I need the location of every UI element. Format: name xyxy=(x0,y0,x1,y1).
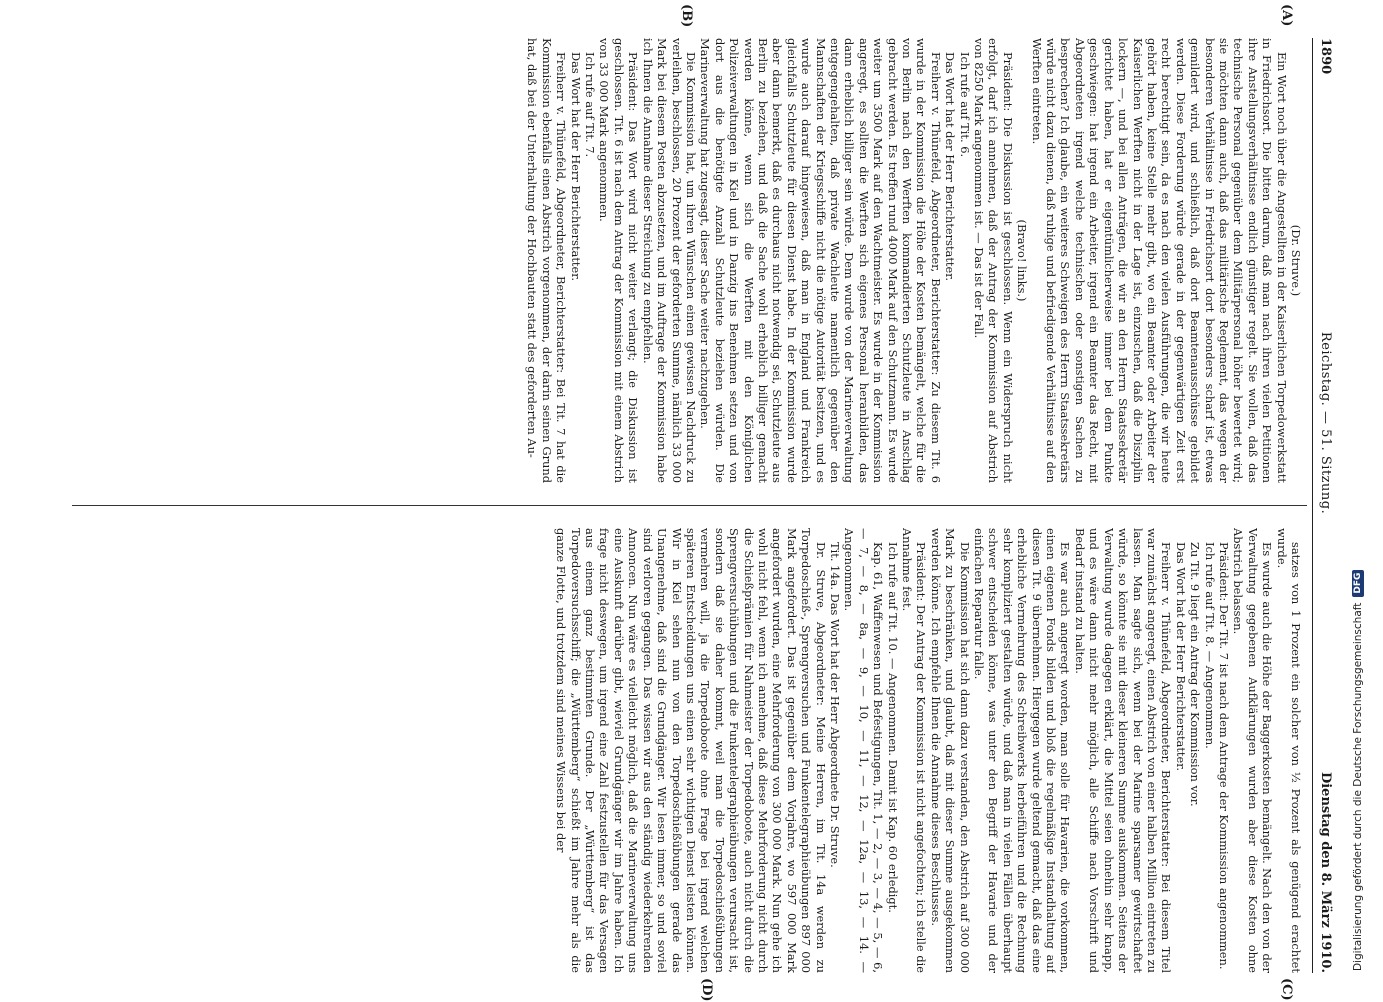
paragraph: Das Wort hat der Herr Berichterstatter. xyxy=(568,52,583,282)
paragraph: Präsident: Das Wort wird nicht weiter verlangt; die Diskussion ist geschlossen. Tit. 6 ist nach dem Antrag der Kommission mit einem Abstrich von 33 000 Mark angenommen. xyxy=(597,38,641,483)
margin-mark-b: (B) xyxy=(679,4,694,28)
credit-text: Digitalisierung gefördert durch die Deutsche Forschungsgemeinschaft xyxy=(1352,602,1364,971)
paragraph: Ich rufe auf Tit. 8. — Angenommen. xyxy=(1202,542,1217,749)
rotated-page xyxy=(63,4,1334,1002)
header-title: Reichstag. — 51. Sitzung. xyxy=(1318,331,1334,515)
paragraph: Das Wort hat der Herr Berichterstatter. xyxy=(1173,542,1188,772)
paragraph: Freiherr v. Thünefeld, Abgeordneter, Berichterstatter: Bei Tit. 7 hat die Kommission ebenfalls einen Abstrich vorgenommen, der darin seinen Grund hat, daß bei der Unterhaltung der Hochbauten statt des geforderten Au- xyxy=(525,38,569,483)
paragraph: Präsident: Die Diskussion ist geschlossen. Wenn ein Widerspruch nicht erfolgt, darf ich annehmen, daß der Antrag der Kommission auf Abstrich von 8250 Mark angenommen ist. — Das ist der Fall. xyxy=(972,38,1015,483)
page-number: 1890 xyxy=(1318,38,1334,75)
margin-mark-a: (A) xyxy=(1279,4,1294,27)
dfg-logo: DFG xyxy=(1352,570,1364,597)
left-column xyxy=(73,38,1303,483)
paragraph: Kap. 61, Waffenwesen und Befestigungen, Tit. 1, — 2, — 3, — 4, — 5, — 6, — 7, — 8, — 8a, — 9, — 10, — 11, — 12, — 12a, — 13, — 14. — Angenommen. xyxy=(842,528,886,973)
paragraph: Tit. 14a. Das Wort hat der Herr Abgeordnete Dr. Struve. xyxy=(828,542,842,868)
paragraph: Die Kommission hat sich dann dazu verstanden, den Abstrich auf 300 000 Mark zu beschränken, und glaubt, daß mit dieser Summe ausgekommen werden könne. Ich empfehle Ihnen die Annahme dieses Beschlusses. xyxy=(928,528,972,973)
paragraph: Es war auch angeregt worden, man solle für Havarien, die vorkommen, einen eigenen Fonds bilden und bloß die regelmäßige Instandhaltung auf diesen Tit. 9 übernehmen. Hiergegen wurde geltend gemacht, daß das eine erhebliche Vermehrung des Schreibwerks herbeiführen und die Rechnung sehr kompliziert gestalten würde, und daß man in vielen Fällen überhaupt schwer entscheiden könne, was unter den Begriff der Havarie und der einfachen Reparatur falle. xyxy=(972,528,1073,973)
margin-mark-d: (D) xyxy=(699,978,714,1002)
digitization-sidebar xyxy=(1338,10,1378,990)
column-separator xyxy=(72,505,1307,506)
paragraph: Freiherr v. Thünefeld, Abgeordneter, Berichterstatter: Bei diesem Titel war zunächst angeregt, einen Abstrich von einer halben Million eintreten zu lassen. Man sagte sich, wenn bei der Marine sparsamer gewirtschaftet würde, so könnte sie mit dieser kleineren Summe auskommen. Seitens der Verwaltung wurde dagegen erklärt, die Mittel seien ohnehin sehr knapp, und es wäre dann nicht mehr möglich, alle Schiffe nach Vorschrift und Bedarf instand zu halten. xyxy=(1072,528,1174,973)
right-column xyxy=(73,528,1303,973)
paragraph: Es wurde auch die Höhe der Baggerkosten bemängelt. Nach den von der Verwaltung gegebenen Aufklärungen wurden aber diese Kosten ohne Abstrich belassen. xyxy=(1231,528,1275,973)
paragraph: (Bravo! links.) xyxy=(1015,219,1030,302)
paragraph: satzes von 1 Prozent ein solcher von ½ Prozent als genügend erachtet wurde. xyxy=(1274,528,1303,973)
margin-mark-c: (C) xyxy=(1279,978,1294,1001)
paragraph: Ich rufe auf Tit. 10. — Angenommen. Damit ist Kap. 60 erledigt. xyxy=(885,542,900,913)
paragraph: Das Wort hat der Herr Berichterstatter. xyxy=(943,52,958,282)
paragraph: Präsident: Der Tit. 7 ist nach dem Antrage der Kommission angenommen. xyxy=(1216,542,1231,970)
paragraph: (Dr. Struve.) xyxy=(1289,224,1303,297)
digitization-credit xyxy=(1348,21,1368,971)
paragraph: Präsident: Der Antrag der Kommission ist nicht angefochten; ich stelle die Annahme fest. xyxy=(900,528,929,973)
paragraph: Zu Tit. 9 liegt ein Antrag der Kommission vor. xyxy=(1188,542,1203,807)
paragraph: Dr. Struve, Abgeordneter: Meine Herren, im Tit. 14a werden zu Torpedoschieß-, Sprengversuchen und Funkentelegraphieübungen 897 000 Mark angefordert. Das ist gegenüber dem Vorjahre, wo 597 000 Mark angefordert wurden, eine Mehrforderung von 300 000 Mark. Nun gehe ich wohl nicht fehl, wenn ich annehme, daß diese Mehrforderung nicht durch die Schießprämien für Nahmeister der Torpedoboote, auch nicht durch die Sprengversuchübungen und die Funkentelegraphieübungen verursacht ist, sondern daß sie daher kommt, weil man die Torpedoschießübungen vermehren will, ja die Torpedoboote ohne Frage bei irgend welchen späteren Entscheidungen uns einen sehr wichtigen Dienst leisten können. Wir in Kiel sehen nun von den Torpedoschießübungen gerade das Unangenehme, daß sind die Grundgänger. Wir lesen immer, so und soviel sind verloren gegangen. Das wissen wir aus den ständig wiederkehrenden Annoncen. Nun wäre es vielleicht möglich, daß die Marineverwaltung uns eine Auskunft darüber gibt, wieviel Grundgänger wir im Jahre haben. Ich frage nicht deswegen, um irgend eine Zahl festzustellen für das Versagen aus einem ganz bestimmten Grunde. Der „Württemberg“ ist das Torpedoversuchsschiff; die „Württemberg“ schießt im Jahre mehr als die ganze Flotte, und trotzdem sind meines Wissens bei der xyxy=(554,528,828,973)
paragraph: Die Kommission hat, um ihren Wünschen einen gewissen Nachdruck zu verleihen, beschlossen, 20 Prozent der geforderten Summe, nämlich 33 000 Mark bei diesem Posten abzusetzen, und im Auftrage der Kommission habe ich Ihnen die Annahme dieser Streichung zu empfehlen. xyxy=(640,38,698,483)
header-rule xyxy=(1312,38,1313,973)
page-header xyxy=(1317,38,1333,973)
paragraph: Ich rufe auf Tit. 6. xyxy=(957,52,972,158)
header-date: Dienstag den 8. März 1910. xyxy=(1318,771,1334,973)
paragraph: Ein Wort noch über die Angestellten in der Kaiserlichen Torpedowerkstatt in Friedrichsort. Die bitten darum, daß man nach ihren vielen Petitionen ihre Anstellungsverhältnisse endlich günstiger regelt. Sie wollen, daß das technische Personal gegenüber dem Militärpersonal höher bewertet wird; sie möchten dann auch, daß das militärische Reglement, das wegen der besonderen Verhältnisse in Friedrichsort dort besonders scharf ist, etwas gemildert wird, und schließlich, daß dort Beamtenausschüsse gebildet werden. Diese Forderung würde gerade in der gegenwärtigen Zeit erst recht berechtigt sein, da es nach den vielen Ausführungen, die wir heute gehört haben, keine Stelle mehr gibt, wo ein Beamter oder Arbeiter der Kaiserlichen Werften nicht in der Lage ist, einzuschen, daß die Disziplin lockern —, und bei allen Anträgen, die wir an den Herrn Staatssekretär gerichtet haben, hat er eigentümlicherweise immer bei dem Punkte geschwiegen: hat irgend ein Arbeiter, irgend ein Beamter das Recht, mit Abgeordneten irgend welche technischen oder sonstigen Sachen zu besprechen? Ich glaube, ein weiteres Schweigen des Herrn Staatssekretärs würde nicht dazu dienen, daß ruhige und befriedigende Verhältnisse auf den Werften eintreten. xyxy=(1029,38,1289,483)
paragraph: Ich rufe auf Tit. 7. xyxy=(583,52,598,158)
paragraph: Freiherr v. Thünefeld, Abgeordneter, Berichterstatter: Zu diesem Tit. 6 wurde in der Kommission die Höhe der Kosten bemängelt, welche für die von Berlin nach den Werften kommandierten Schutzleute in Anschlag gebracht werden. Es treffen rund 4000 Mark auf den Schutzmann. Es wurde weiter um 3500 Mark auf den Wachtmeister. Es wurde in der Kommission angeregt, es sollten die Werften sich eigenes Personal heranbilden, das dann erheblich billiger sein würde. Dem wurde von der Marineverwaltung entgegengehalten, daß private Wachleute namentlich gegenüber den Mannschaften der Kriegsschiffe nicht die nötige Autorität besitzen, und es wurde auch darauf hingewiesen, daß man in England und Frankreich gleichfalls Schutzleute für diesen Dienst habe. In der Kommission wurde aber dann bemerkt, daß es durchaus nicht notwendig sei, Schutzleute aus Berlin zu beziehen, und daß die Sache wohl erheblich billiger gemacht werden könne, wenn sich die Werften mit den Königlichen Polizeiverwaltungen in Kiel und in Danzig ins Benehmen setzen und von dort aus die benötigte Anzahl Schutzleute beziehen würden. Die Marineverwaltung hat zugesagt, dieser Sache weiter nachzugehen. xyxy=(698,38,943,483)
